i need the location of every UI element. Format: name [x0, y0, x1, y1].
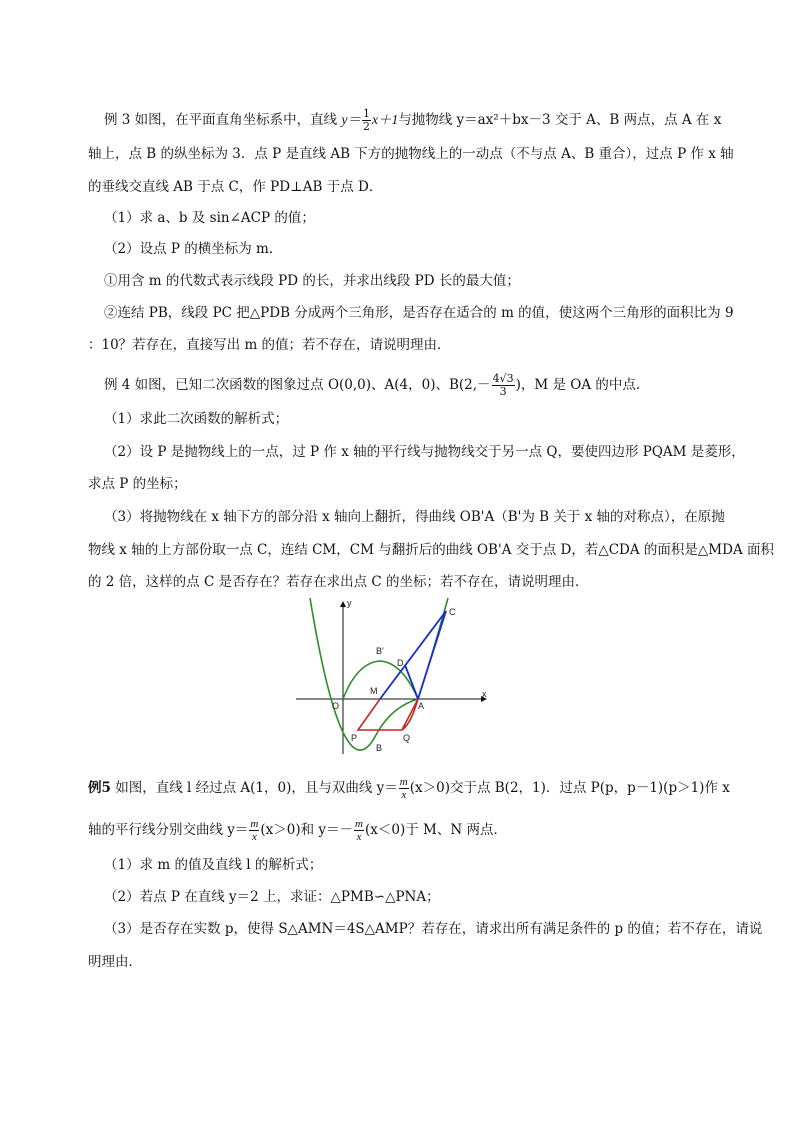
- rhombus-pqam: [358, 699, 418, 730]
- ex4-text: )，M 是 OA 的中点．: [515, 377, 650, 393]
- ex5-text: (x＜0)于 M、N 两点．: [364, 822, 507, 838]
- ex4-question-2-cont: 求点 P 的坐标；: [88, 476, 187, 492]
- label-b: B: [376, 743, 383, 753]
- frac-numerator: 1: [362, 107, 370, 120]
- ex3-y-eq: y＝: [341, 112, 361, 127]
- ex4-text: 例 4 如图，已知二次函数的图象过点 O(0,0)、A(4，0)、B(2,－: [104, 377, 491, 393]
- frac-numerator: m: [250, 818, 259, 830]
- ex4-question-1: （1）求此二次函数的解析式；: [104, 411, 289, 427]
- reflected-arc: [343, 661, 418, 699]
- ex5-text: (x＞0)和 y＝－: [260, 822, 354, 838]
- label-bprime: B': [376, 646, 384, 656]
- ex5-text: 如图，直线 l 经过点 A(1，0)，且与双曲线 y＝: [110, 780, 398, 796]
- ex4-question-2: （2）设 P 是抛物线上的一点，过 P 作 x 轴的平行线与抛物线交于另一点 Q，要使四边形 PQAM 是菱形，: [104, 444, 745, 460]
- label-m: M: [370, 686, 378, 696]
- ex5-text: 轴的平行线分别交曲线 y＝: [88, 822, 249, 838]
- frac-denominator: 2: [362, 120, 370, 133]
- ex5-question-1: （1）求 m 的值及直线 l 的解析式；: [104, 857, 323, 873]
- ex3-text: 例 3 如图，在平面直角坐标系中，直线: [104, 112, 342, 128]
- ex5-text: (x＞0)交于点 B(2，1)．过点 P(p，p－1)(p＞1)作 x: [409, 780, 730, 796]
- label-c: C: [449, 607, 456, 617]
- ex4-question-3: （3）将抛物线在 x 轴下方的部分沿 x 轴向上翻折，得曲线 OB'A（B'为 B 关于 x 轴的对称点），在原抛: [104, 509, 725, 525]
- ex3-fraction: [362, 108, 371, 133]
- label-y: y: [347, 598, 352, 608]
- ex3-question-2: （2）设点 P 的横坐标为 m．: [104, 241, 283, 257]
- ex3-line-3: 的垂线交直线 AB 于点 C，作 PD⊥AB 于点 D．: [88, 179, 383, 195]
- ex5-question-3: （3）是否存在实数 p，使得 S△AMN＝4S△AMP？若存在，请求出所有满足条件的 p 的值；若不存在，请说: [104, 921, 763, 937]
- label-p: P: [351, 733, 358, 743]
- ex5-fraction-3: [354, 818, 364, 843]
- label-d: D: [397, 658, 404, 668]
- frac-denominator: 3: [499, 385, 507, 398]
- ex3-question-2b: ②连结 PB，线段 PC 把△PDB 分成两个三角形，是否存在适合的 m 的值，使这两个三角形的面积比为 9: [104, 305, 734, 321]
- label-q: Q: [403, 733, 411, 743]
- frac-denominator: x: [401, 789, 407, 801]
- frac-denominator: x: [356, 831, 362, 843]
- ex5-question-2: （2）若点 P 在直线 y＝2 上，求证：△PMB∽△PNA；: [104, 889, 440, 905]
- label-o: O: [332, 701, 340, 711]
- label-a: A: [418, 701, 425, 711]
- frac-denominator: x: [251, 831, 257, 843]
- ex4-question-3-cont2: 的 2 倍，这样的点 C 是否存在？若存在求出点 C 的坐标；若不存在，请说明理由．: [88, 574, 589, 590]
- ex5-line-2: [88, 818, 507, 843]
- ex3-text: 与抛物线 y＝ax²＋bx－3 交于 A、B 两点，点 A 在 x: [398, 112, 722, 128]
- frac-numerator: 4√3: [492, 372, 514, 385]
- ex5-fraction-2: [249, 818, 259, 843]
- frac-numerator: m: [355, 818, 363, 830]
- ex5-title: 例5: [88, 780, 111, 796]
- ex4-fraction: [492, 373, 515, 398]
- line-ca: [418, 611, 446, 699]
- ex4-line-1: [104, 373, 649, 398]
- ex3-x-plus-1: x＋1: [371, 112, 399, 127]
- ex5-question-3-cont: 明理由．: [88, 954, 142, 970]
- ex3-question-2b-cont: ：10？若存在，直接写出 m 的值；若不存在，请说明理由．: [88, 337, 451, 353]
- ex5-line-1: [88, 776, 730, 801]
- ex3-question-2a: ①用含 m 的代数式表示线段 PD 的长，并求出线段 PD 长的最大值；: [104, 273, 520, 289]
- frac-numerator: m: [399, 776, 408, 788]
- ex3-question-1: （1）求 a、b 及 sin∠ACP 的值；: [104, 210, 315, 226]
- label-x: x: [482, 689, 487, 699]
- parabola-figure: [292, 596, 494, 758]
- ex4-question-3-cont: 物线 x 轴的上方部份取一点 C，连结 CM，CM 与翻折后的曲线 OB'A 交于点 D，若△CDA 的面积是△MDA 面积: [88, 542, 774, 558]
- ex5-fraction-1: [399, 776, 409, 801]
- ex3-line-2: 轴上，点 B 的纵坐标为 3．点 P 是直线 AB 下方的抛物线上的一动点（不与点 A、B 重合），过点 P 作 x 轴: [88, 146, 734, 162]
- ex3-line-1: [104, 108, 721, 133]
- line-da: [405, 665, 418, 699]
